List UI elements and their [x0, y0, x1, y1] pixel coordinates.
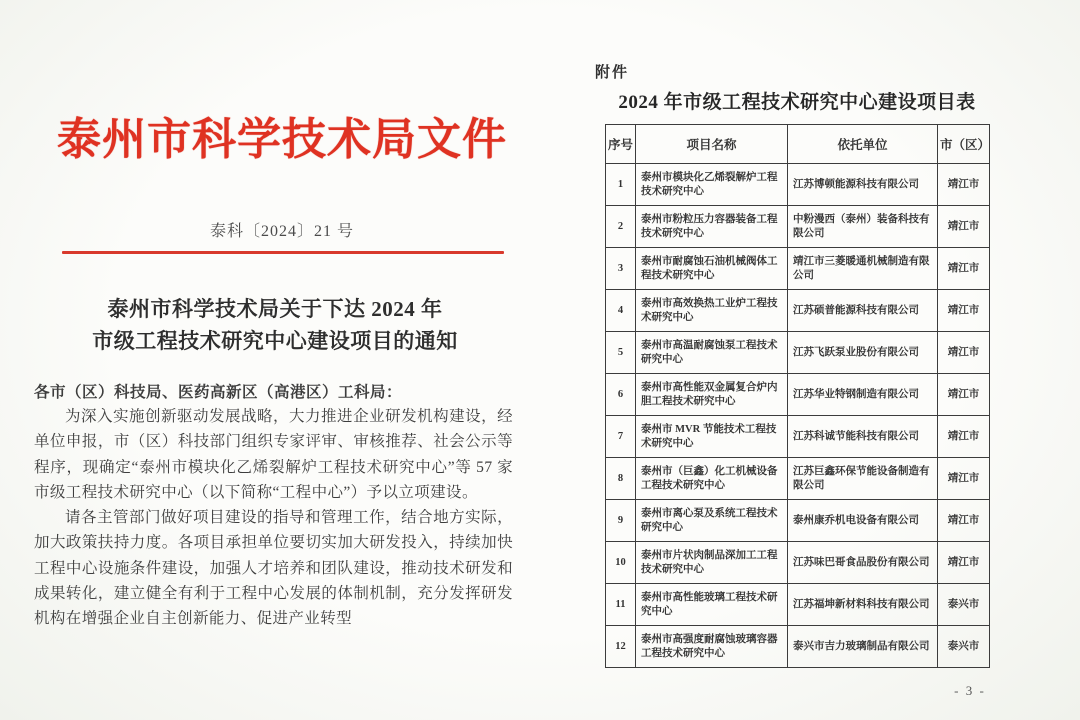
letterhead-title: 泰州市科学技术局文件	[57, 115, 507, 164]
table-row	[606, 584, 990, 626]
notice-body	[34, 404, 513, 632]
table-cell-org: 泰州康乔机电设备有限公司	[788, 500, 938, 542]
table-cell-name: 泰州市耐腐蚀石油机械阀体工程技术研究中心	[636, 248, 788, 290]
projects-table-body	[606, 164, 990, 668]
table-cell-org: 江苏福坤新材料科技有限公司	[788, 584, 938, 626]
table-cell-name: 泰州市高性能玻璃工程技术研究中心	[636, 584, 788, 626]
table-cell-city: 靖江市	[938, 458, 990, 500]
table-cell-no: 11	[606, 584, 636, 626]
notice-title	[40, 293, 510, 357]
table-cell-name: 泰州市模块化乙烯裂解炉工程技术研究中心	[636, 164, 788, 206]
table-cell-name: 泰州市离心泵及系统工程技术研究中心	[636, 500, 788, 542]
header-city-district: 市（区）	[938, 125, 990, 164]
attachment-label: 附件	[595, 65, 630, 81]
notice-title-line2: 市级工程技术研究中心建设项目的通知	[92, 329, 458, 353]
table-cell-org: 江苏博顿能源科技有限公司	[788, 164, 938, 206]
projects-table	[605, 124, 990, 668]
table-cell-no: 9	[606, 500, 636, 542]
table-cell-no: 6	[606, 374, 636, 416]
table-cell-name: 泰州市 MVR 节能技术工程技术研究中心	[636, 416, 788, 458]
table-cell-no: 12	[606, 626, 636, 668]
table-cell-name: 泰州市高强度耐腐蚀玻璃容器工程技术研究中心	[636, 626, 788, 668]
table-cell-city: 靖江市	[938, 248, 990, 290]
body-paragraph: 为深入实施创新驱动发展战略，大力推进企业研发机构建设，经单位申报，市（区）科技部门组织专家评审、审核推荐、社会公示等程序，现确定“泰州市模块化乙烯裂解炉工程技术研究中心”等 57 家市级工程技术研究中心（以下简称“工程中心”）予以立项建设。	[34, 408, 513, 501]
header-project-name: 项目名称	[636, 125, 788, 164]
letterhead-divider-rule	[62, 251, 504, 254]
document-number: 泰科〔2024〕21 号	[209, 223, 354, 240]
table-cell-name: 泰州市高温耐腐蚀泵工程技术研究中心	[636, 332, 788, 374]
table-cell-city: 靖江市	[938, 416, 990, 458]
notice-title-line1: 泰州市科学技术局关于下达 2024 年	[107, 297, 443, 321]
table-cell-org: 江苏飞跃泵业股份有限公司	[788, 332, 938, 374]
table-cell-city: 靖江市	[938, 500, 990, 542]
table-cell-org: 泰兴市吉力玻璃制品有限公司	[788, 626, 938, 668]
table-cell-city: 靖江市	[938, 374, 990, 416]
table-row	[606, 458, 990, 500]
table-row	[606, 416, 990, 458]
page-number: - 3 -	[954, 683, 986, 698]
table-cell-no: 4	[606, 290, 636, 332]
table-row	[606, 332, 990, 374]
table-row	[606, 248, 990, 290]
table-cell-org: 江苏华业特钢制造有限公司	[788, 374, 938, 416]
table-cell-city: 泰兴市	[938, 626, 990, 668]
table-cell-org: 中粉漫西（泰州）装备科技有限公司	[788, 206, 938, 248]
table-row	[606, 500, 990, 542]
table-cell-org: 江苏味巴哥食品股份有限公司	[788, 542, 938, 584]
table-cell-no: 5	[606, 332, 636, 374]
table-cell-no: 3	[606, 248, 636, 290]
salutation-line: 各市（区）科技局、医药高新区（高港区）工科局：	[34, 384, 403, 401]
table-cell-no: 2	[606, 206, 636, 248]
table-cell-city: 靖江市	[938, 164, 990, 206]
projects-table-title: 2024 年市级工程技术研究中心建设项目表	[618, 92, 976, 113]
table-cell-no: 7	[606, 416, 636, 458]
table-cell-org: 江苏科诚节能科技有限公司	[788, 416, 938, 458]
table-cell-org: 江苏巨鑫环保节能设备制造有限公司	[788, 458, 938, 500]
table-cell-name: 泰州市高效换热工业炉工程技术研究中心	[636, 290, 788, 332]
table-row	[606, 626, 990, 668]
projects-table-header	[606, 125, 990, 164]
table-cell-city: 靖江市	[938, 542, 990, 584]
table-cell-city: 泰兴市	[938, 584, 990, 626]
table-cell-city: 靖江市	[938, 332, 990, 374]
table-cell-name: 泰州市（巨鑫）化工机械设备工程技术研究中心	[636, 458, 788, 500]
table-row	[606, 206, 990, 248]
table-row	[606, 374, 990, 416]
table-cell-name: 泰州市片状肉制品深加工工程技术研究中心	[636, 542, 788, 584]
table-cell-city: 靖江市	[938, 290, 990, 332]
table-cell-city: 靖江市	[938, 206, 990, 248]
table-cell-no: 8	[606, 458, 636, 500]
header-serial-number: 序号	[606, 125, 636, 164]
table-cell-name: 泰州市粉粒压力容器装备工程技术研究中心	[636, 206, 788, 248]
table-cell-no: 1	[606, 164, 636, 206]
table-cell-no: 10	[606, 542, 636, 584]
header-supporting-unit: 依托单位	[788, 125, 938, 164]
table-cell-org: 靖江市三菱暖通机械制造有限公司	[788, 248, 938, 290]
table-cell-name: 泰州市高性能双金属复合炉内胆工程技术研究中心	[636, 374, 788, 416]
table-row	[606, 164, 990, 206]
table-cell-org: 江苏硕普能源科技有限公司	[788, 290, 938, 332]
body-paragraph: 请各主管部门做好项目建设的指导和管理工作，结合地方实际，加大政策扶持力度。各项目承担单位要切实加大研发投入，持续加快工程中心设施条件建设，加强人才培养和团队建设，推动技术研发和成果转化，建立健全有利于工程中心发展的体制机制，充分发挥研发机构在增强企业自主创新能力、促进产业转型	[34, 509, 513, 628]
table-row	[606, 290, 990, 332]
table-row	[606, 542, 990, 584]
